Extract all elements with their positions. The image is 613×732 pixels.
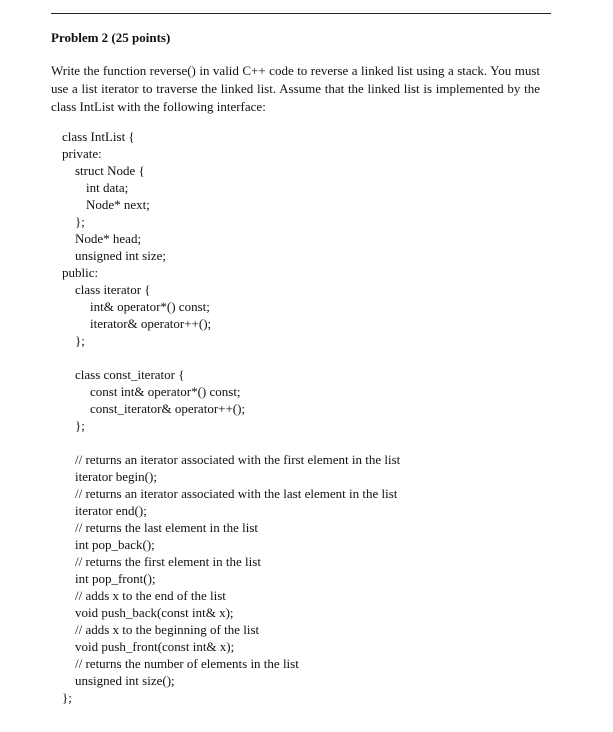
code-class-open: class IntList { — [62, 129, 135, 144]
code-decl-end: iterator end(); — [75, 503, 147, 518]
code-class-close: }; — [62, 690, 72, 705]
code-iterator-open: class iterator { — [75, 282, 151, 297]
problem-title: Problem 2 (25 points) — [51, 30, 171, 45]
code-private-label: private: — [62, 146, 102, 161]
code-node-head: Node* head; — [75, 231, 142, 246]
code-comment-begin: // returns an iterator associated with the first element in the list — [75, 452, 401, 467]
code-public-label: public: — [62, 265, 99, 280]
code-struct-open: struct Node { — [75, 163, 145, 178]
code-decl-push-back: void push_back(const int& x); — [75, 605, 234, 620]
problem-intro: Write the function reverse() in valid C++ code to reverse a linked list using a stack. You must use a list iterator to traverse the linked list. Assume that the linked list is implemented by the class IntList with the following interface: — [51, 63, 540, 114]
code-decl-begin: iterator begin(); — [75, 469, 157, 484]
code-decl-pop-back: int pop_back(); — [75, 537, 155, 552]
code-decl-size: unsigned int size(); — [75, 673, 175, 688]
code-const-iterator-open: class const_iterator { — [75, 367, 185, 382]
code-comment-push-back: // adds x to the end of the list — [75, 588, 226, 603]
code-iterator-close: }; — [75, 333, 85, 348]
code-const-iterator-deref: const int& operator*() const; — [90, 384, 241, 399]
code-const-iterator-inc: const_iterator& operator++(); — [90, 401, 246, 416]
code-comment-push-front: // adds x to the beginning of the list — [75, 622, 260, 637]
code-int-data: int data; — [86, 180, 129, 195]
code-const-iterator-close: }; — [75, 418, 85, 433]
code-comment-end: // returns an iterator associated with the last element in the list — [75, 486, 398, 501]
code-unsigned-size: unsigned int size; — [75, 248, 166, 263]
code-comment-size: // returns the number of elements in the list — [75, 656, 299, 671]
code-iterator-deref: int& operator*() const; — [90, 299, 210, 314]
code-comment-pop-front: // returns the first element in the list — [75, 554, 261, 569]
code-struct-close: }; — [75, 214, 85, 229]
code-decl-push-front: void push_front(const int& x); — [75, 639, 235, 654]
code-iterator-inc: iterator& operator++(); — [90, 316, 212, 331]
code-comment-pop-back: // returns the last element in the list — [75, 520, 259, 535]
code-node-next: Node* next; — [86, 197, 150, 212]
code-decl-pop-front: int pop_front(); — [75, 571, 156, 586]
